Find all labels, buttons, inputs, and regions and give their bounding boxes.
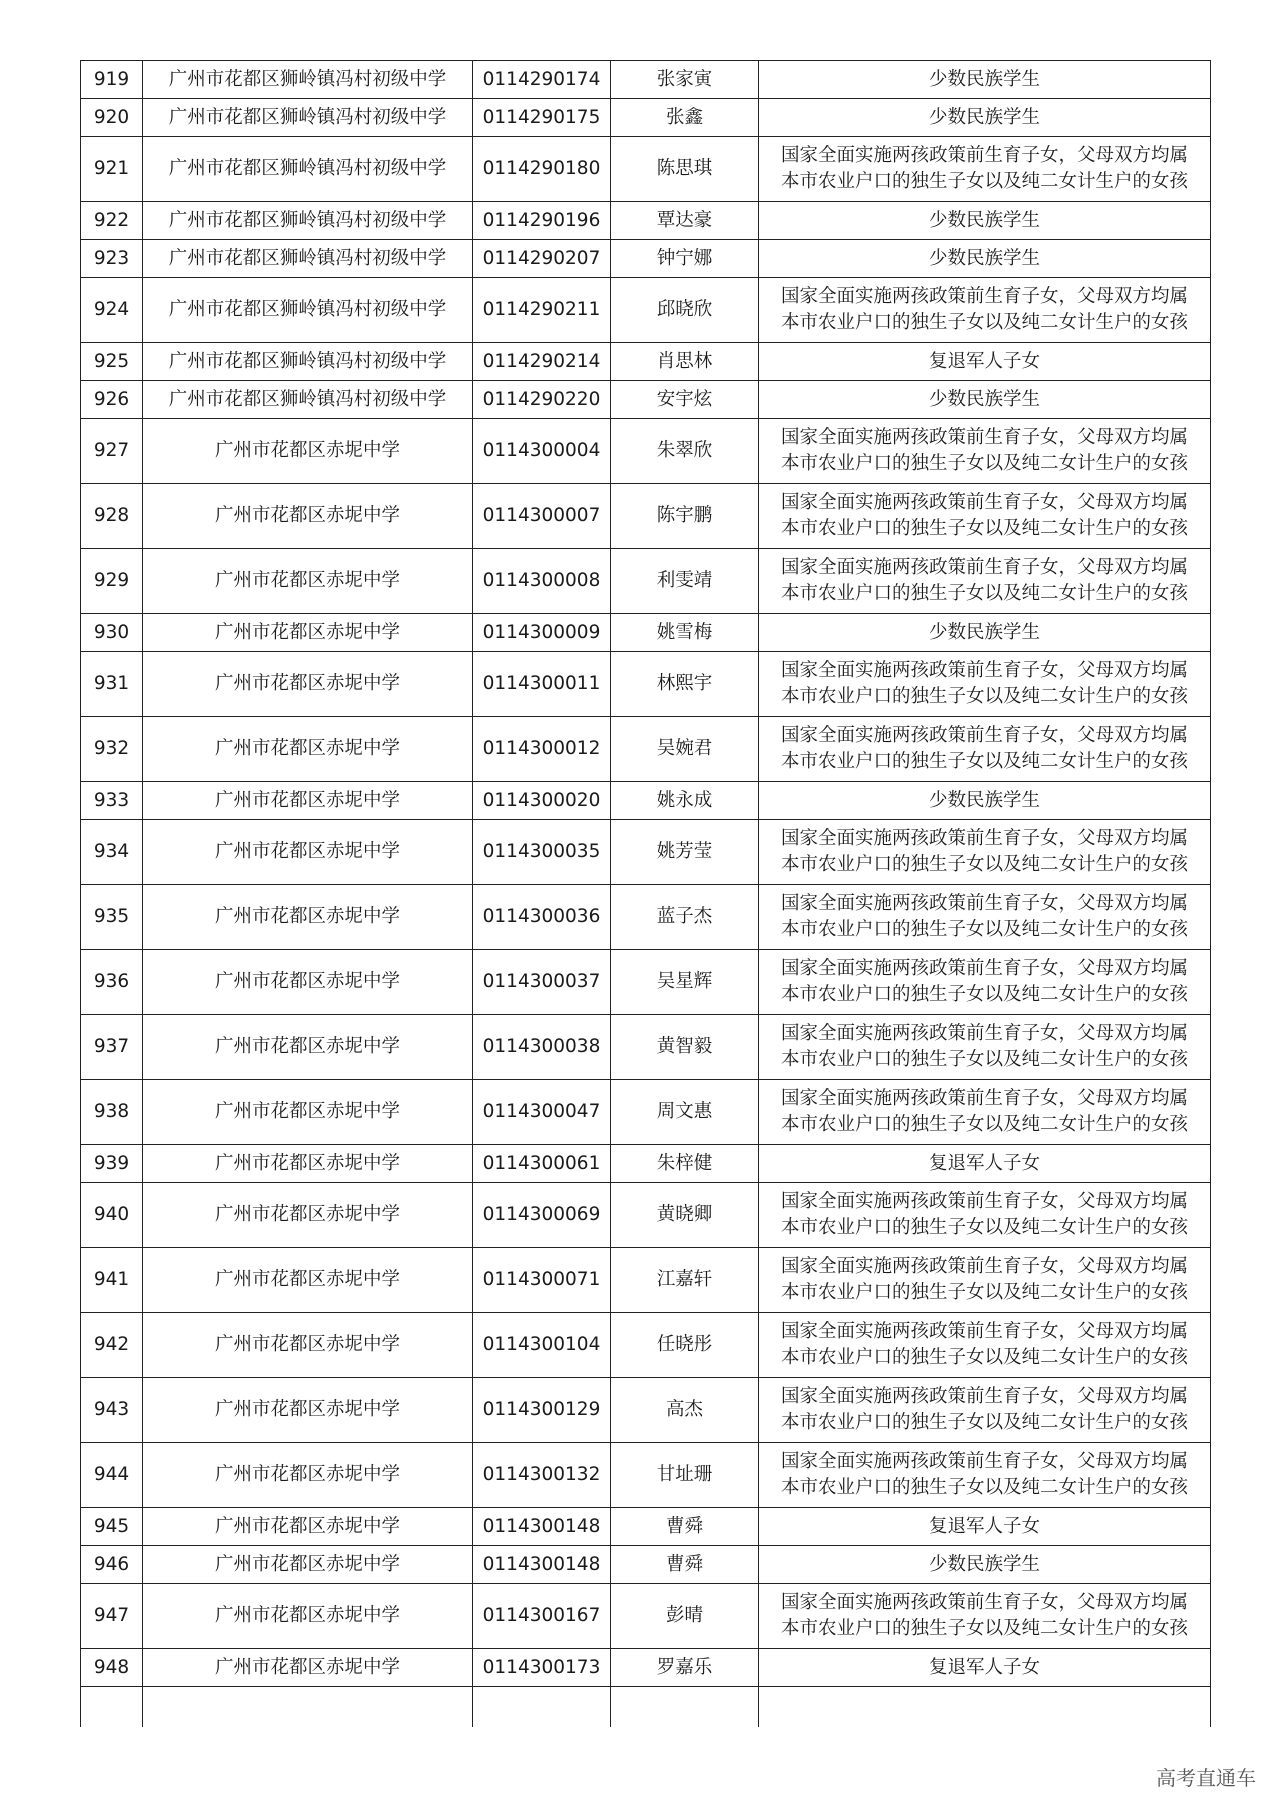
cell-student-name: 任晓彤: [611, 1313, 759, 1378]
category-line: 本市农业户口的独生子女以及纯二女计生户的女孩: [780, 1114, 1188, 1135]
cell-student-name: 利雯靖: [611, 549, 759, 614]
cell-student-name: 陈思琪: [611, 137, 759, 202]
cell-student-id: 0114300148: [473, 1508, 611, 1546]
cell-school: 广州市花都区狮岭镇冯村初级中学: [143, 137, 473, 202]
cell-school: 广州市花都区赤坭中学: [143, 1183, 473, 1248]
cell-number: 935: [81, 885, 143, 950]
cell-student-id: 0114300011: [473, 652, 611, 717]
cell-school: 广州市花都区赤坭中学: [143, 419, 473, 484]
cell-student-name: 陈宇鹏: [611, 484, 759, 549]
cell-student-name: 曹舜: [611, 1546, 759, 1584]
cell-number: 919: [81, 61, 143, 99]
cell-student-id: 0114300167: [473, 1584, 611, 1649]
category-line: 国家全面实施两孩政策前生育子女，父母双方均属: [780, 427, 1188, 448]
cell-student-name: 覃达豪: [611, 202, 759, 240]
cell-student-name: 甘址珊: [611, 1443, 759, 1508]
category-line: 复退军人子女: [928, 350, 1040, 372]
category-line: 本市农业户口的独生子女以及纯二女计生户的女孩: [780, 1217, 1188, 1238]
category-line: 少数民族学生: [928, 388, 1040, 410]
category-line: 复退军人子女: [928, 1656, 1040, 1678]
category-line: 本市农业户口的独生子女以及纯二女计生户的女孩: [780, 518, 1188, 539]
cell-category: [759, 1015, 1211, 1080]
cell-student-name: 钟宁娜: [611, 240, 759, 278]
cell-student-id: 0114300012: [473, 717, 611, 782]
cell-school: 广州市花都区赤坭中学: [143, 614, 473, 652]
table-row: [81, 1015, 1211, 1080]
category-line: 国家全面实施两孩政策前生育子女，父母双方均属: [780, 660, 1188, 681]
cell-student-name: 朱翠欣: [611, 419, 759, 484]
category-line: 国家全面实施两孩政策前生育子女，父母双方均属: [780, 1088, 1188, 1109]
cell-number: 929: [81, 549, 143, 614]
category-line: 国家全面实施两孩政策前生育子女，父母双方均属: [780, 893, 1188, 914]
cell-number: 947: [81, 1584, 143, 1649]
cell-number: 923: [81, 240, 143, 278]
cell-category: [759, 137, 1211, 202]
cell-number: 933: [81, 782, 143, 820]
category-line: 本市农业户口的独生子女以及纯二女计生户的女孩: [780, 1477, 1188, 1498]
cell-number: 946: [81, 1546, 143, 1584]
table-row: [81, 1508, 1211, 1546]
category-line: 国家全面实施两孩政策前生育子女，父母双方均属: [780, 1321, 1188, 1342]
cell-number: 945: [81, 1508, 143, 1546]
table-row: [81, 1443, 1211, 1508]
table-row: [81, 885, 1211, 950]
cell-student-id: 0114300069: [473, 1183, 611, 1248]
cell-number: 940: [81, 1183, 143, 1248]
table-row: [81, 278, 1211, 343]
cell-school: 广州市花都区赤坭中学: [143, 1546, 473, 1584]
category-line: 本市农业户口的独生子女以及纯二女计生户的女孩: [780, 984, 1188, 1005]
category-line: 少数民族学生: [928, 209, 1040, 231]
cell-student-id: 0114290175: [473, 99, 611, 137]
cell-school: 广州市花都区狮岭镇冯村初级中学: [143, 343, 473, 381]
cell-student-id: 0114300009: [473, 614, 611, 652]
cell-category: [759, 1313, 1211, 1378]
category-line: 本市农业户口的独生子女以及纯二女计生户的女孩: [780, 1412, 1188, 1433]
cell-student-id: 0114300129: [473, 1378, 611, 1443]
cell-student-id: 0114300132: [473, 1443, 611, 1508]
cell-category: [759, 782, 1211, 820]
cell-number: 925: [81, 343, 143, 381]
table-row: [81, 1248, 1211, 1313]
cell-category: [759, 240, 1211, 278]
cell-category: [759, 1248, 1211, 1313]
category-line: 国家全面实施两孩政策前生育子女，父母双方均属: [780, 828, 1188, 849]
category-line: 复退军人子女: [928, 1515, 1040, 1537]
category-line: 少数民族学生: [928, 789, 1040, 811]
cell-category: [759, 99, 1211, 137]
cell-category: [759, 717, 1211, 782]
cell-number: 930: [81, 614, 143, 652]
category-line: 本市农业户口的独生子女以及纯二女计生户的女孩: [780, 583, 1188, 604]
category-line: 国家全面实施两孩政策前生育子女，父母双方均属: [780, 145, 1188, 166]
cell-number: 920: [81, 99, 143, 137]
cell-category: [759, 820, 1211, 885]
category-line: 少数民族学生: [928, 106, 1040, 128]
document-page: [80, 60, 1210, 1727]
cell-number: 936: [81, 950, 143, 1015]
cell-category: [759, 1508, 1211, 1546]
cell-category: [759, 1443, 1211, 1508]
cell-student-id: 0114300008: [473, 549, 611, 614]
cell-category: [759, 381, 1211, 419]
cell-school: 广州市花都区赤坭中学: [143, 717, 473, 782]
category-line: 少数民族学生: [928, 621, 1040, 643]
category-line: 本市农业户口的独生子女以及纯二女计生户的女孩: [780, 1049, 1188, 1070]
cell-student-id: 0114300038: [473, 1015, 611, 1080]
cell-student-name: 彭晴: [611, 1584, 759, 1649]
category-line: 国家全面实施两孩政策前生育子女，父母双方均属: [780, 1256, 1188, 1277]
category-line: 本市农业户口的独生子女以及纯二女计生户的女孩: [780, 1282, 1188, 1303]
category-line: 国家全面实施两孩政策前生育子女，父母双方均属: [780, 1386, 1188, 1407]
table-row: [81, 419, 1211, 484]
cell-category: [759, 61, 1211, 99]
cell-school: 广州市花都区狮岭镇冯村初级中学: [143, 278, 473, 343]
cell-student-name: 曹舜: [611, 1508, 759, 1546]
category-line: 少数民族学生: [928, 68, 1040, 90]
cell-number: 932: [81, 717, 143, 782]
cell-school: 广州市花都区赤坭中学: [143, 1584, 473, 1649]
category-line: 国家全面实施两孩政策前生育子女，父母双方均属: [780, 286, 1188, 307]
cell-number: 937: [81, 1015, 143, 1080]
cell-category: [759, 1649, 1211, 1687]
cell-school: 广州市花都区赤坭中学: [143, 782, 473, 820]
table-body: [81, 61, 1211, 1687]
category-line: 本市农业户口的独生子女以及纯二女计生户的女孩: [780, 171, 1188, 192]
cell-number: 928: [81, 484, 143, 549]
cell-school: 广州市花都区赤坭中学: [143, 549, 473, 614]
cell-student-id: 0114300071: [473, 1248, 611, 1313]
category-line: 本市农业户口的独生子女以及纯二女计生户的女孩: [780, 453, 1188, 474]
cell-student-name: 罗嘉乐: [611, 1649, 759, 1687]
cell-category: [759, 278, 1211, 343]
cell-number: 924: [81, 278, 143, 343]
cell-student-id: 0114290207: [473, 240, 611, 278]
table-row: [81, 1313, 1211, 1378]
category-line: 本市农业户口的独生子女以及纯二女计生户的女孩: [780, 854, 1188, 875]
cell-student-name: 朱梓健: [611, 1145, 759, 1183]
cell-student-id: 0114300035: [473, 820, 611, 885]
table-row: [81, 484, 1211, 549]
cell-student-name: 吴星辉: [611, 950, 759, 1015]
cell-student-name: 周文惠: [611, 1080, 759, 1145]
table-row: [81, 240, 1211, 278]
category-line: 国家全面实施两孩政策前生育子女，父母双方均属: [780, 1592, 1188, 1613]
table-row: [81, 61, 1211, 99]
cell-number: 922: [81, 202, 143, 240]
cell-school: 广州市花都区赤坭中学: [143, 1145, 473, 1183]
cell-student-name: 姚雪梅: [611, 614, 759, 652]
cell-school: 广州市花都区赤坭中学: [143, 1649, 473, 1687]
cell-student-id: 0114300173: [473, 1649, 611, 1687]
cell-student-id: 0114300004: [473, 419, 611, 484]
cell-student-id: 0114300020: [473, 782, 611, 820]
cell-student-name: 姚芳莹: [611, 820, 759, 885]
table-row: [81, 1183, 1211, 1248]
cell-category: [759, 1546, 1211, 1584]
cell-number: 944: [81, 1443, 143, 1508]
cell-school: 广州市花都区狮岭镇冯村初级中学: [143, 381, 473, 419]
category-line: 少数民族学生: [928, 1553, 1040, 1575]
cell-school: 广州市花都区赤坭中学: [143, 1248, 473, 1313]
cell-student-id: 0114300148: [473, 1546, 611, 1584]
cell-student-name: 姚永成: [611, 782, 759, 820]
category-line: 本市农业户口的独生子女以及纯二女计生户的女孩: [780, 1347, 1188, 1368]
category-line: 少数民族学生: [928, 247, 1040, 269]
cell-category: [759, 419, 1211, 484]
cell-school: 广州市花都区赤坭中学: [143, 1443, 473, 1508]
category-line: 本市农业户口的独生子女以及纯二女计生户的女孩: [780, 312, 1188, 333]
category-line: 本市农业户口的独生子女以及纯二女计生户的女孩: [780, 686, 1188, 707]
table-row: [81, 950, 1211, 1015]
table-row: [81, 202, 1211, 240]
cell-number: 942: [81, 1313, 143, 1378]
cell-student-name: 张鑫: [611, 99, 759, 137]
cell-student-name: 黄智毅: [611, 1015, 759, 1080]
cell-school: 广州市花都区赤坭中学: [143, 885, 473, 950]
cell-school: 广州市花都区狮岭镇冯村初级中学: [143, 99, 473, 137]
cell-number: 931: [81, 652, 143, 717]
cell-student-name: 江嘉轩: [611, 1248, 759, 1313]
category-line: 本市农业户口的独生子女以及纯二女计生户的女孩: [780, 919, 1188, 940]
cell-number: 948: [81, 1649, 143, 1687]
cell-student-name: 肖思林: [611, 343, 759, 381]
cell-school: 广州市花都区狮岭镇冯村初级中学: [143, 61, 473, 99]
cell-student-id: 0114290174: [473, 61, 611, 99]
table-row: [81, 137, 1211, 202]
cell-student-name: 邱晓欣: [611, 278, 759, 343]
cell-school: 广州市花都区赤坭中学: [143, 1080, 473, 1145]
cell-number: 938: [81, 1080, 143, 1145]
cell-student-id: 0114300036: [473, 885, 611, 950]
cell-student-id: 0114300104: [473, 1313, 611, 1378]
table-row: [81, 820, 1211, 885]
table-row-blank: [81, 1687, 1211, 1728]
cell-school: 广州市花都区赤坭中学: [143, 1508, 473, 1546]
table-row: [81, 614, 1211, 652]
category-line: 本市农业户口的独生子女以及纯二女计生户的女孩: [780, 1618, 1188, 1639]
category-line: 国家全面实施两孩政策前生育子女，父母双方均属: [780, 557, 1188, 578]
cell-category: [759, 1584, 1211, 1649]
cell-number: 943: [81, 1378, 143, 1443]
table-row: [81, 1145, 1211, 1183]
cell-student-name: 吴婉君: [611, 717, 759, 782]
cell-category: [759, 1080, 1211, 1145]
cell-number: 941: [81, 1248, 143, 1313]
cell-student-id: 0114300047: [473, 1080, 611, 1145]
cell-category: [759, 1183, 1211, 1248]
cell-category: [759, 652, 1211, 717]
cell-student-id: 0114290196: [473, 202, 611, 240]
table-row: [81, 1378, 1211, 1443]
table-row: [81, 99, 1211, 137]
cell-number: 939: [81, 1145, 143, 1183]
table-row: [81, 381, 1211, 419]
table-row: [81, 1546, 1211, 1584]
cell-student-id: 0114300037: [473, 950, 611, 1015]
table-row: [81, 1584, 1211, 1649]
cell-number: 926: [81, 381, 143, 419]
cell-category: [759, 1145, 1211, 1183]
cell-category: [759, 202, 1211, 240]
category-line: 国家全面实施两孩政策前生育子女，父母双方均属: [780, 958, 1188, 979]
cell-category: [759, 343, 1211, 381]
cell-student-name: 黄晓卿: [611, 1183, 759, 1248]
category-line: 国家全面实施两孩政策前生育子女，父母双方均属: [780, 492, 1188, 513]
category-line: 本市农业户口的独生子女以及纯二女计生户的女孩: [780, 751, 1188, 772]
cell-number: 927: [81, 419, 143, 484]
category-line: 复退军人子女: [928, 1152, 1040, 1174]
category-line: 国家全面实施两孩政策前生育子女，父母双方均属: [780, 1191, 1188, 1212]
watermark: 高考直通车: [1156, 1766, 1256, 1790]
cell-student-name: 张家寅: [611, 61, 759, 99]
category-line: 国家全面实施两孩政策前生育子女，父母双方均属: [780, 725, 1188, 746]
cell-school: 广州市花都区赤坭中学: [143, 1313, 473, 1378]
cell-category: [759, 885, 1211, 950]
cell-category: [759, 950, 1211, 1015]
table-row: [81, 1080, 1211, 1145]
cell-student-id: 0114290180: [473, 137, 611, 202]
cell-school: 广州市花都区赤坭中学: [143, 1378, 473, 1443]
table-row: [81, 1649, 1211, 1687]
cell-student-id: 0114290214: [473, 343, 611, 381]
cell-student-id: 0114290211: [473, 278, 611, 343]
cell-number: 921: [81, 137, 143, 202]
table-row: [81, 652, 1211, 717]
cell-school: 广州市花都区赤坭中学: [143, 484, 473, 549]
cell-category: [759, 484, 1211, 549]
cell-student-name: 高杰: [611, 1378, 759, 1443]
category-line: 国家全面实施两孩政策前生育子女，父母双方均属: [780, 1023, 1188, 1044]
table-row: [81, 343, 1211, 381]
table-row: [81, 549, 1211, 614]
cell-student-name: 安宇炫: [611, 381, 759, 419]
cell-category: [759, 1378, 1211, 1443]
cell-student-name: 蓝子杰: [611, 885, 759, 950]
cell-school: 广州市花都区赤坭中学: [143, 950, 473, 1015]
cell-school: 广州市花都区狮岭镇冯村初级中学: [143, 240, 473, 278]
student-list-table: [80, 60, 1211, 1727]
table-row: [81, 782, 1211, 820]
cell-school: 广州市花都区狮岭镇冯村初级中学: [143, 202, 473, 240]
cell-student-name: 林熙宇: [611, 652, 759, 717]
cell-school: 广州市花都区赤坭中学: [143, 820, 473, 885]
cell-student-id: 0114290220: [473, 381, 611, 419]
cell-student-id: 0114300007: [473, 484, 611, 549]
table-row: [81, 717, 1211, 782]
category-line: 国家全面实施两孩政策前生育子女，父母双方均属: [780, 1451, 1188, 1472]
cell-number: 934: [81, 820, 143, 885]
cell-student-id: 0114300061: [473, 1145, 611, 1183]
cell-category: [759, 549, 1211, 614]
cell-school: 广州市花都区赤坭中学: [143, 652, 473, 717]
cell-category: [759, 614, 1211, 652]
cell-school: 广州市花都区赤坭中学: [143, 1015, 473, 1080]
